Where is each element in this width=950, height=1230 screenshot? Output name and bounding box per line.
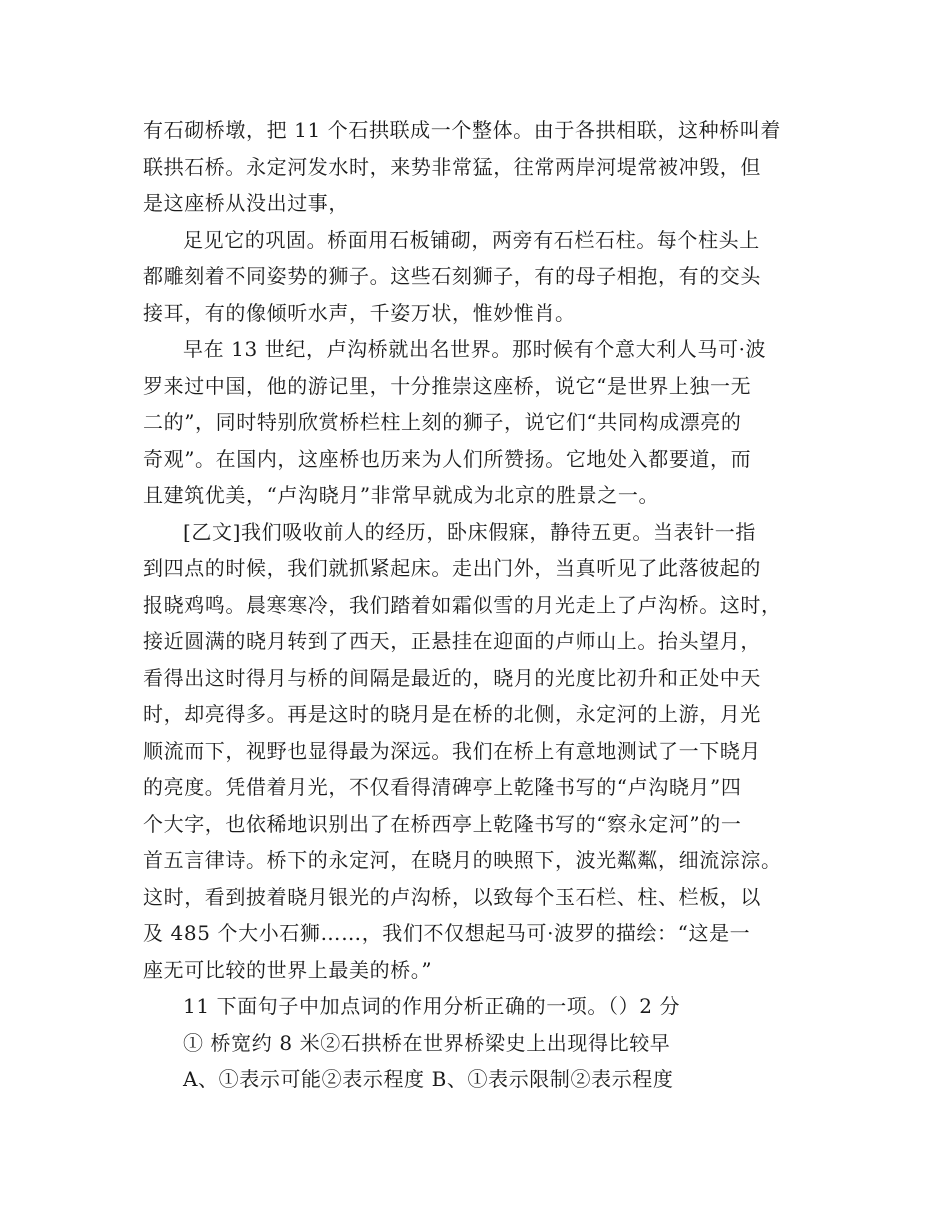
question-sentences: ① 桥宽约 8 米②石拱桥在世界桥梁史上出现得比较早 xyxy=(183,1031,671,1055)
paragraph-start-line: [乙文]我们吸收前人的经历，卧床假寐，静待五更。当表针一指 xyxy=(183,520,757,544)
text-line: 报晓鸡鸣。晨寒寒冷，我们踏着如霜似雪的月光走上了卢沟桥。这时， xyxy=(143,593,782,617)
text-line: 时，却亮得多。再是这时的晓月是在桥的北侧，永定河的上游，月光 xyxy=(143,702,761,726)
paragraph-start-line: 早在 13 世纪，卢沟桥就出名世界。那时候有个意大利人马可·波 xyxy=(183,337,767,361)
text-line: 的亮度。凭借着月光，不仅看得清碑亭上乾隆书写的“卢沟晓月”四 xyxy=(143,775,742,799)
text-line: 及 485 个大小石狮……，我们不仅想起马可·波罗的描绘：“这是一 xyxy=(143,921,751,945)
text-line: 都雕刻着不同姿势的狮子。这些石刻狮子，有的母子相抱，有的交头 xyxy=(143,264,761,288)
text-line: 是这座桥从没出过事， xyxy=(143,191,349,215)
text-line: 奇观”。在国内，这座桥也历来为人们所赞扬。它地处入都要道，而 xyxy=(143,447,752,471)
text-line: 到四点的时候，我们就抓紧起床。走出门外，当真听见了此落彼起的 xyxy=(143,556,761,580)
question-line: 11 下面句子中加点词的作用分析正确的一项。（）2 分 xyxy=(183,994,681,1018)
text-line: 首五言律诗。桥下的永定河，在晓月的映照下，波光粼粼，细流淙淙。 xyxy=(143,848,782,872)
paragraph-start-line: 足见它的巩固。桥面用石板铺砌，两旁有石栏石柱。每个柱头上 xyxy=(183,228,760,252)
text-line: 联拱石桥。永定河发水时，来势非常猛，往常两岸河堤常被冲毁，但 xyxy=(143,155,761,179)
text-line: 个大字，也依稀地识别出了在桥西亭上乾隆书写的“察永定河”的一 xyxy=(143,812,742,836)
text-line: 且建筑优美，“卢沟晓月”非常早就成为北京的胜景之一。 xyxy=(143,483,660,507)
text-line: 二的”，同时特别欣赏桥栏柱上刻的狮子，说它们“共同构成漂亮的 xyxy=(143,410,742,434)
text-line: 有石砌桥墩，把 11 个石拱联成一个整体。由于各拱相联，这种桥叫着 xyxy=(143,118,781,142)
text-line: 接耳，有的像倾听水声，千姿万状，惟妙惟肖。 xyxy=(143,301,576,325)
text-line: 看得出这时得月与桥的间隔是最近的，晓月的光度比初升和正处中天 xyxy=(143,666,761,690)
text-line: 座无可比较的世界上最美的桥。” xyxy=(143,958,433,982)
text-line: 接近圆满的晓月转到了西天，正悬挂在迎面的卢师山上。抬头望月， xyxy=(143,629,761,653)
question-options: A、①表示可能②表示程度 B、①表示限制②表示程度 xyxy=(183,1067,674,1091)
text-line: 罗来过中国，他的游记里，十分推崇这座桥，说它“是世界上独一无 xyxy=(143,374,752,398)
text-line: 这时，看到披着晓月银光的卢沟桥，以致每个玉石栏、柱、栏板，以 xyxy=(143,885,761,909)
text-line: 顺流而下，视野也显得最为深远。我们在桥上有意地测试了一下晓月 xyxy=(143,739,761,763)
